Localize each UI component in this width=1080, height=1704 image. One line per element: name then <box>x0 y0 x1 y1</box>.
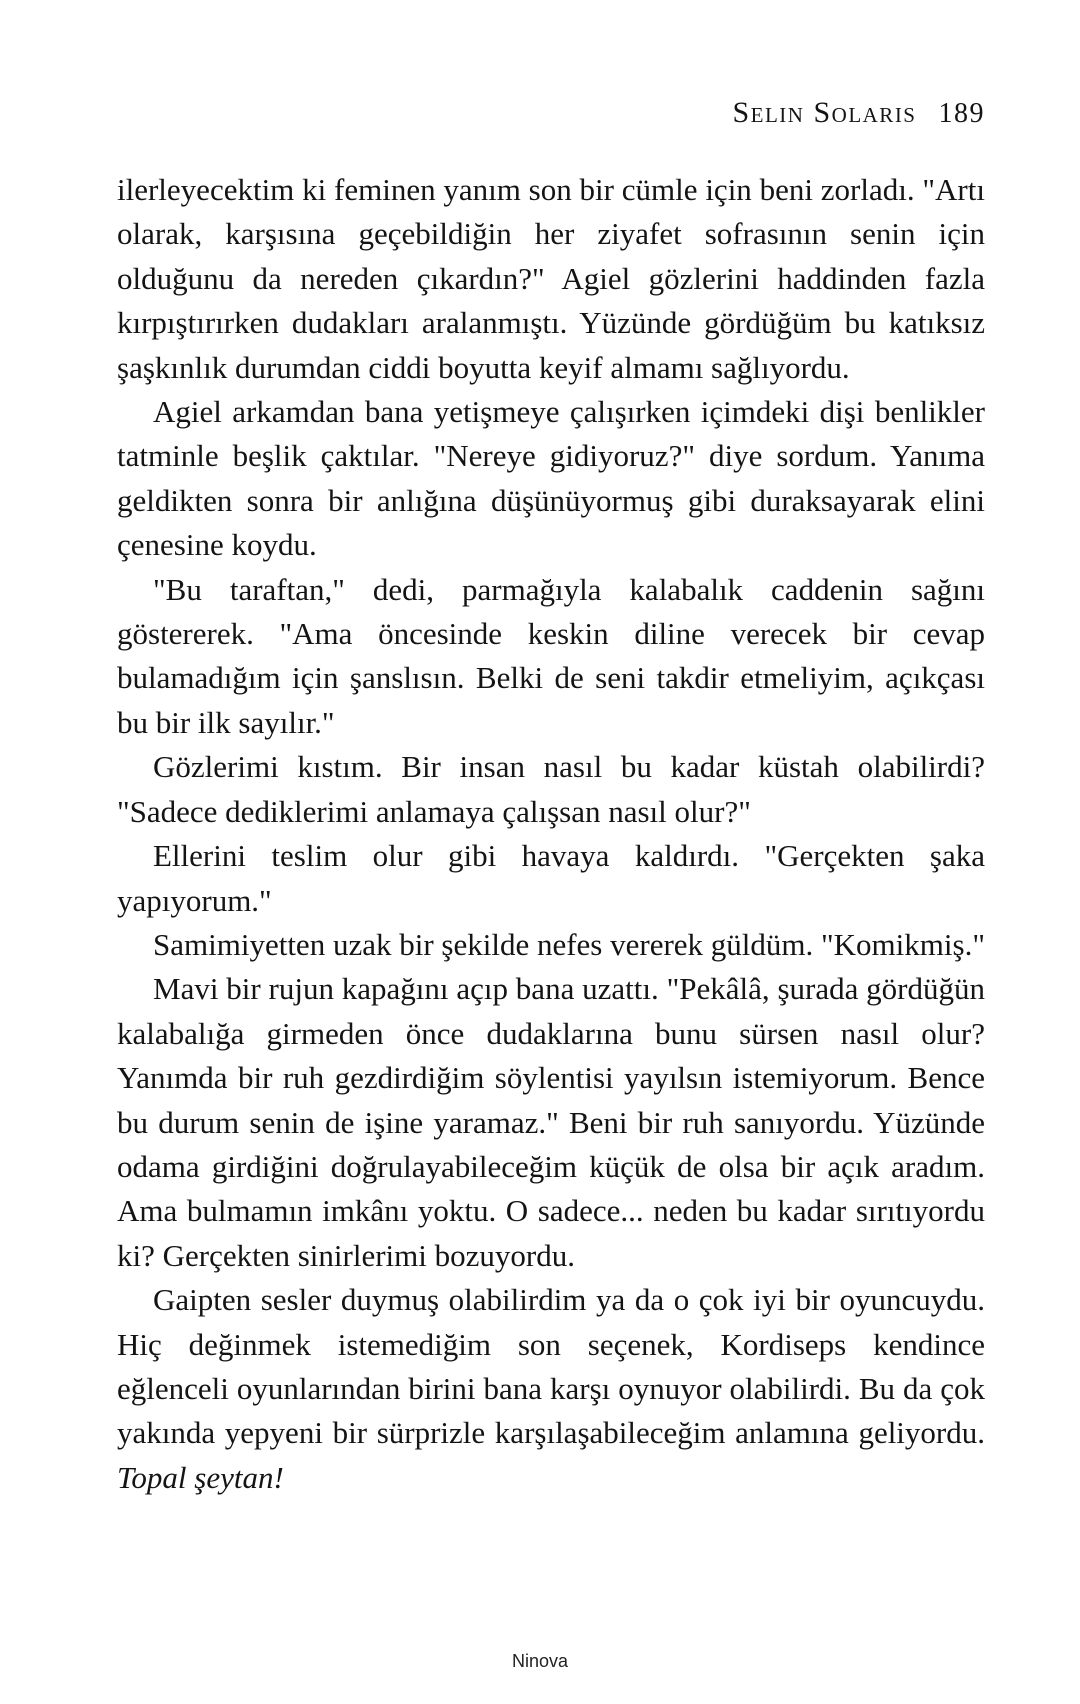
last-paragraph <box>117 1278 985 1500</box>
closing-italic-phrase: Topal şeytan! <box>117 1459 284 1495</box>
paragraph: Agiel arkamdan bana yetişmeye çalışırken içimdeki dişi benlikler tatminle beşlik çaktılar. "Nereye gidiyoruz?" diye sordum. Yanıma geldikten sonra bir anlığına düşünüyormuş gibi duraksayarak elini çenesine koydu. <box>117 394 985 563</box>
paragraph: Samimiyetten uzak bir şekilde nefes vererek güldüm. "Komikmiş." <box>153 926 985 962</box>
publisher-footer: Ninova <box>511 1651 569 1671</box>
body-text <box>117 168 985 1500</box>
running-title: Selin Solaris <box>732 96 917 129</box>
paragraph: Mavi bir rujun kapağını açıp bana uzattı. "Pekâlâ, şurada gördüğün kalabalığa girmeden önce dudaklarına bunu sürsen nasıl olur? Yanımda bir ruh gezdirdiğim söylentisi yayılsın istemiyorum. Bence bu durum senin de işine yaramaz." Beni bir ruh sanıyordu. Yüzünde odama girdiğini doğrulayabileceğim küçük de olsa bir açık aradım. Ama bulmamın imkânı yoktu. O sadece... neden bu kadar sırıtıyordu ki? Gerçekten sinirlerimi bozuyordu. <box>117 971 985 1273</box>
paragraph: ilerleyecektim ki feminen yanım son bir cümle için beni zorladı. "Artı olarak, karşısına geçebildiğin her ziyafet sofrasının senin için olduğunu da nereden çıkardın?" Agiel gözlerini haddinden fazla kırpıştırırken dudakları aralanmıştı. Yüzünde gördüğüm bu katıksız şaşkınlık durumdan ciddi boyutta keyif almamı sağlıyordu. <box>117 172 985 385</box>
paragraph: "Bu taraftan," dedi, parmağıyla kalabalık caddenin sağını göstererek. "Ama öncesinde keskin diline verecek bir cevap bulamadığım için şanslısın. Belki de seni takdir etmeliyim, açıkçası bu bir ilk sayılır." <box>117 571 985 740</box>
paragraph-text: Gaipten sesler duymuş olabilirdim ya da o çok iyi bir oyuncuydu. Hiç değinmek istemediğim son seçenek, Kordiseps kendince eğlenceli oyunlarından birini bana karşı oynuyor olabilirdi. Bu da çok yakında yepyeni bir sürprizle karşılaşabileceğim anlamına geliyordu. <box>117 1282 985 1451</box>
page-number: 189 <box>938 98 985 129</box>
paragraph: Gözlerimi kıstım. Bir insan nasıl bu kadar küstah olabilirdi? "Sadece dediklerimi anlamaya çalışsan nasıl olur?" <box>117 749 985 829</box>
running-header <box>732 96 985 130</box>
paragraph: Ellerini teslim olur gibi havaya kaldırdı. "Gerçekten şaka yapıyorum." <box>117 838 985 918</box>
